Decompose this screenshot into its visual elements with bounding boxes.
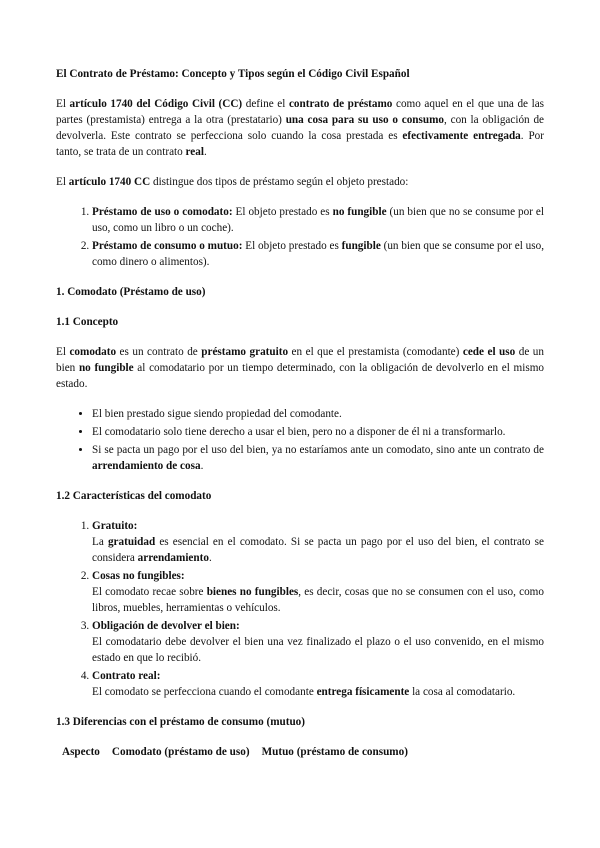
loan-type-item: 2. Préstamo de consumo o mutuo: El objeto prestado es fungible (un bien que se consume por el uso, como dinero o alimentos). <box>92 238 544 270</box>
loan-type-item: 1. Préstamo de uso o comodato: El objeto prestado es no fungible (un bien que no se consume por el uso, como un libro o un coche). <box>92 204 544 236</box>
subsection-heading-concepto: 1.1 Concepto <box>56 316 119 328</box>
concepto-paragraph: El comodato es un contrato de préstamo gratuito en el que el prestamista (comodante) cede el uso de un bien no fungible al comodatario por un tiempo determinado, con la obligación de devolverlo en el mismo estado. <box>56 346 545 390</box>
bullet-item: • El comodatario solo tiene derecho a usar el bien, pero no a disponer de él ni a transformarlo. <box>92 424 544 440</box>
characteristics-list <box>56 518 544 700</box>
intro-paragraph-2: El artículo 1740 CC distingue dos tipos de préstamo según el objeto prestado: <box>56 176 409 188</box>
characteristic-title: Cosas no fungibles: <box>92 570 185 582</box>
characteristic-body: El comodato recae sobre bienes no fungibles, es decir, cosas que no se consumen con el uso, como libros, muebles, herramientas o vehículos. <box>92 586 544 614</box>
characteristic-body: La gratuidad es esencial en el comodato. Si se pacta un pago por el uso del bien, el contrato se considera arrendamiento. <box>92 536 544 564</box>
table-header-cell: Mutuo (préstamo de consumo) <box>261 746 408 758</box>
subsection-heading-caracteristicas: 1.2 Características del comodato <box>56 490 212 502</box>
characteristic-title: Obligación de devolver el bien: <box>92 620 240 632</box>
document-title: El Contrato de Préstamo: Concepto y Tipos según el Código Civil Español <box>56 68 410 80</box>
characteristic-body: El comodatario debe devolver el bien una vez finalizado el plazo o el uso convenido, en el mismo estado en que lo recibió. <box>92 636 544 664</box>
characteristic-item <box>92 618 544 666</box>
bullet-item: • El bien prestado sigue siendo propiedad del comodante. <box>92 406 544 422</box>
comparison-table <box>62 744 420 760</box>
table-header-row <box>62 744 420 760</box>
characteristic-item <box>92 568 544 616</box>
characteristic-body: El comodato se perfecciona cuando el comodante entrega físicamente la cosa al comodatario. <box>92 686 516 698</box>
bullet-item: • Si se pacta un pago por el uso del bien, ya no estaríamos ante un comodato, sino ante un contrato de arrendamiento de cosa. <box>92 442 544 474</box>
characteristic-item <box>92 668 544 700</box>
section-heading-comodato: 1. Comodato (Préstamo de uso) <box>56 286 206 298</box>
characteristic-title: Contrato real: <box>92 670 161 682</box>
table-header-cell: Aspecto <box>62 746 100 758</box>
subsection-heading-diferencias: 1.3 Diferencias con el préstamo de consumo (mutuo) <box>56 716 305 728</box>
concepto-bullet-list <box>56 406 544 474</box>
table-header-cell: Comodato (préstamo de uso) <box>111 746 250 758</box>
loan-types-list <box>56 204 544 270</box>
characteristic-title: Gratuito: <box>92 520 138 532</box>
intro-paragraph-1: El artículo 1740 del Código Civil (CC) define el contrato de préstamo como aquel en el que una de las partes (prestamista) entrega a la otra (prestatario) una cosa para su uso o consumo, con la obligación de devolverla. Este contrato se perfecciona solo cuando la cosa prestada es efectivamente entregada. Por tanto, se trata de un contrato real. <box>56 98 545 158</box>
characteristic-item <box>92 518 544 566</box>
